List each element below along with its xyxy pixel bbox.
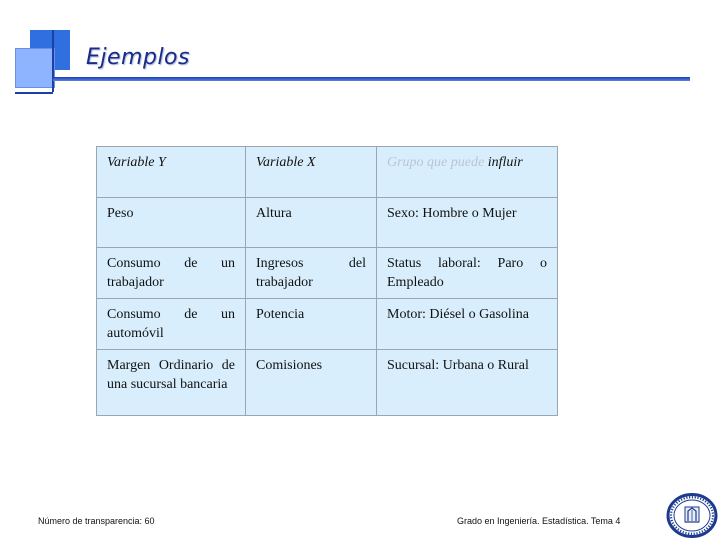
cell-variable-y: Consumo de un trabajador	[97, 248, 246, 299]
course-footer: Grado en Ingeniería. Estadística. Tema 4	[457, 516, 621, 526]
decorative-horizontal-line	[15, 92, 53, 94]
header-variable-x: Variable X	[246, 147, 377, 198]
cell-variable-y: Consumo de un automóvil	[97, 299, 246, 350]
cell-variable-x: Comisiones	[246, 350, 377, 416]
cell-group: Status laboral: Paro o Empleado	[377, 248, 558, 299]
header-variable-y: Variable Y	[97, 147, 246, 198]
table-row	[97, 198, 558, 248]
slide-title: Ejemplos	[86, 45, 190, 70]
table-row	[97, 299, 558, 350]
cell-variable-x: Altura	[246, 198, 377, 248]
decorative-square-light	[15, 48, 55, 88]
cell-variable-x: Potencia	[246, 299, 377, 350]
slide-number: Número de transparencia: 60	[38, 516, 155, 526]
decorative-vertical-line	[52, 30, 54, 92]
university-seal-icon	[666, 493, 718, 538]
cell-variable-x: Ingresos del trabajador	[246, 248, 377, 299]
table-header-row	[97, 147, 558, 198]
header-group-text: influir	[487, 155, 523, 170]
table-row	[97, 350, 558, 416]
header-group	[377, 147, 558, 198]
header-group-faded-text: Grupo que puede	[387, 155, 485, 170]
table-row	[97, 248, 558, 299]
title-underline	[53, 77, 690, 81]
cell-variable-y: Margen Ordinario de una sucursal bancaria	[97, 350, 246, 416]
cell-group: Motor: Diésel o Gasolina	[377, 299, 558, 350]
cell-variable-y: Peso	[97, 198, 246, 248]
cell-group: Sexo: Hombre o Mujer	[377, 198, 558, 248]
cell-group: Sucursal: Urbana o Rural	[377, 350, 558, 416]
examples-table	[96, 146, 558, 416]
